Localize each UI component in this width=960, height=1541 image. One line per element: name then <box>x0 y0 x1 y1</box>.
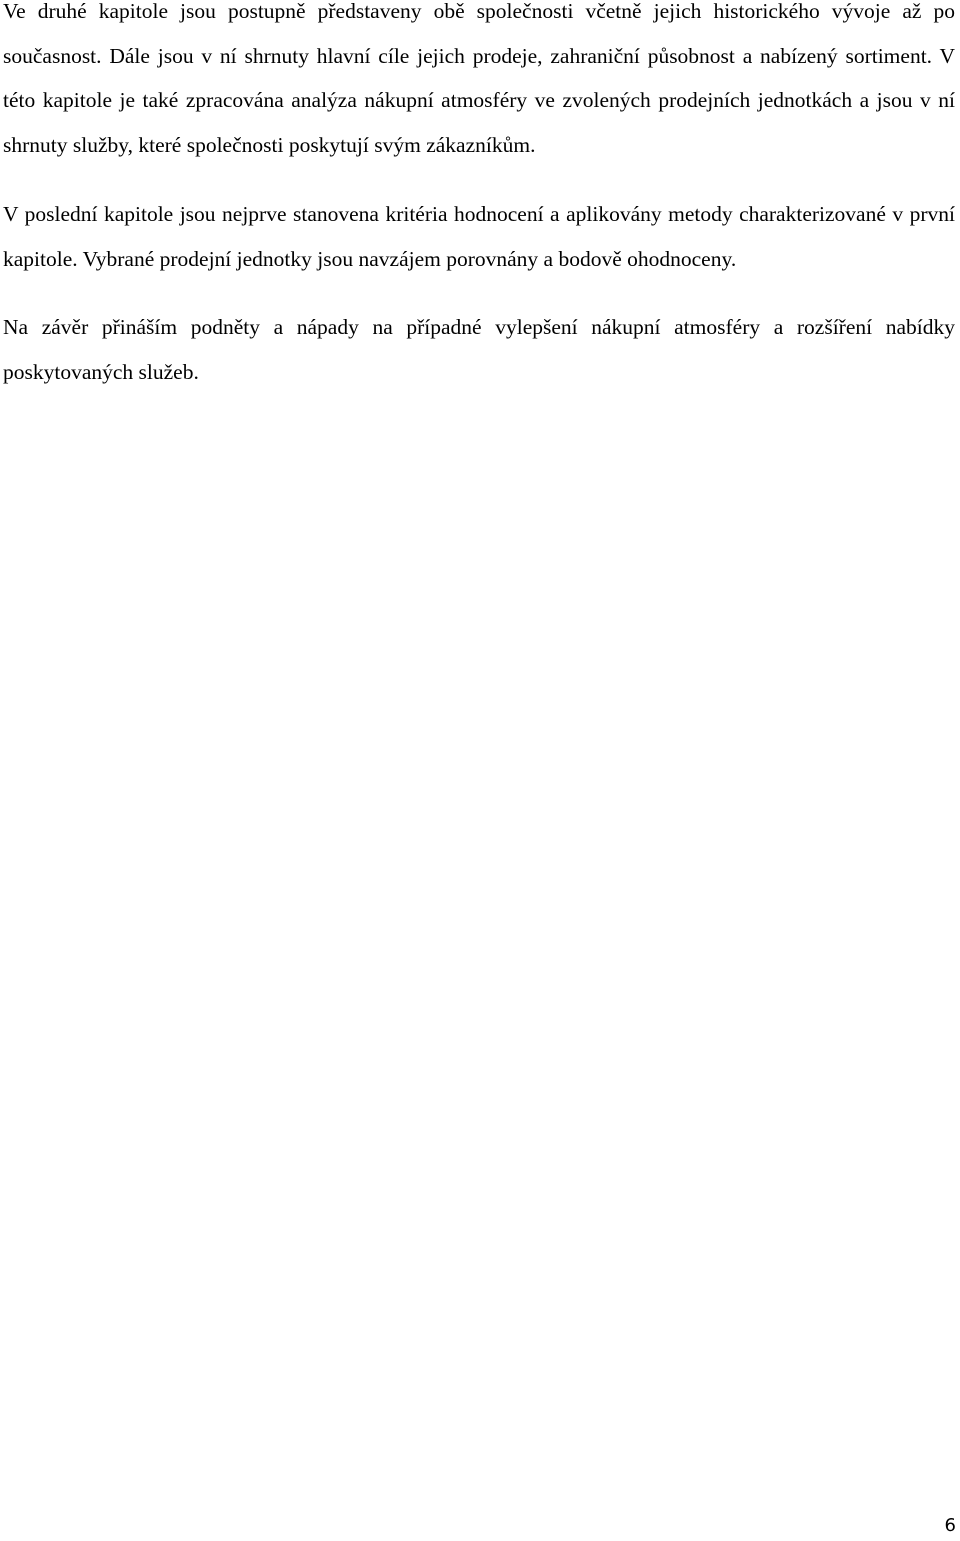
paragraph-chapter-two: Ve druhé kapitole jsou postupně představeny obě společnosti včetně jejich historického vývoje až po současnost. Dále jsou v ní shrnuty hlavní cíle jejich prodeje, zahraniční působnost a nabízený sortiment. V této kapitole je také zpracována analýza nákupní atmosféry ve zvolených prodejních jednotkách a jsou v ní shrnuty služby, které společnosti poskytují svým zákazníkům. <box>3 0 955 158</box>
paragraph-conclusion: Na závěr přináším podněty a nápady na případné vylepšení nákupní atmosféry a rozšíření nabídky poskytovaných služeb. <box>3 315 955 384</box>
paragraph-last-chapter: V poslední kapitole jsou nejprve stanovena kritéria hodnocení a aplikovány metody charakterizované v první kapitole. Vybrané prodejní jednotky jsou navzájem porovnány a bodově ohodnoceny. <box>3 201 955 271</box>
page-number: 6 <box>944 1515 956 1536</box>
document-body <box>3 0 955 419</box>
